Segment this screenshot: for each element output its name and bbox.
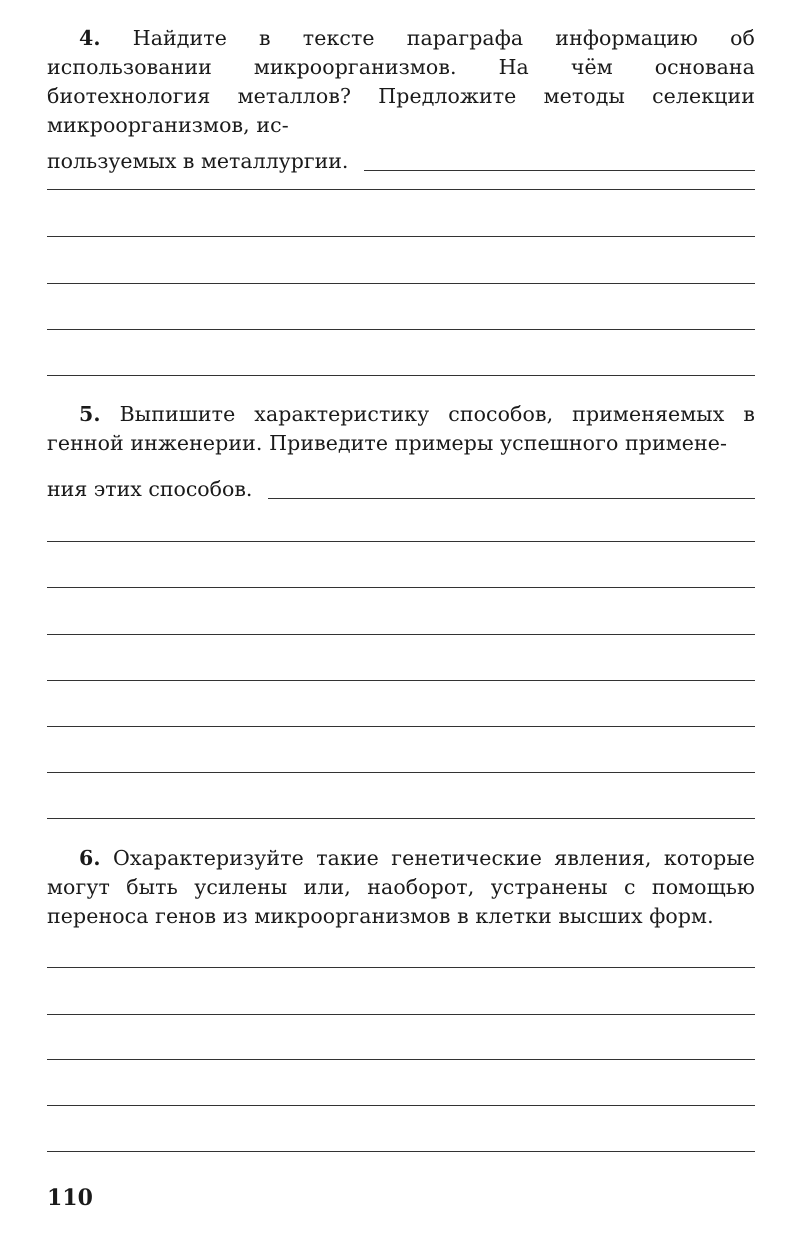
answer-line[interactable] [47, 236, 755, 237]
answer-line[interactable] [47, 1059, 755, 1060]
answer-line[interactable] [47, 541, 755, 542]
task-5 [47, 400, 755, 504]
page-number: 110 [47, 1185, 93, 1211]
answer-line[interactable] [364, 170, 755, 171]
answer-line[interactable] [47, 1014, 755, 1015]
answer-line[interactable] [47, 1105, 755, 1106]
answer-line[interactable] [47, 587, 755, 588]
task-5-text [47, 400, 755, 458]
task-5-last-text: ния этих способов. [47, 477, 253, 501]
task-6 [47, 844, 755, 931]
answer-line[interactable] [47, 1151, 755, 1152]
task-6-text [47, 844, 755, 931]
task-6-body: Охарактеризуйте такие генетические явления, которые могут быть усилены или, наоборот, устранены с помощью переноса генов из микроорганизмов в клетки высших форм. [47, 846, 755, 928]
task-4-number: 4. [79, 26, 101, 50]
answer-line[interactable] [268, 498, 755, 499]
answer-line[interactable] [47, 967, 755, 968]
task-4-last-text: пользуемых в металлургии. [47, 149, 349, 173]
task-4-body: Найдите в тексте параграфа информацию об использовании микроорганизмов. На чём основана биотехнология металлов? Предложите методы селекции микроорганизмов, ис- [47, 26, 755, 137]
task-4 [47, 24, 755, 176]
task-4-text [47, 24, 755, 140]
answer-line[interactable] [47, 634, 755, 635]
answer-line[interactable] [47, 329, 755, 330]
answer-line[interactable] [47, 818, 755, 819]
answer-line[interactable] [47, 189, 755, 190]
answer-line[interactable] [47, 680, 755, 681]
task-5-number: 5. [79, 402, 101, 426]
answer-line[interactable] [47, 283, 755, 284]
answer-line[interactable] [47, 375, 755, 376]
answer-line[interactable] [47, 726, 755, 727]
answer-line[interactable] [47, 772, 755, 773]
task-5-body: Выпишите характеристику способов, применяемых в генной инженерии. Приведите примеры успешного примене- [47, 402, 755, 455]
task-6-number: 6. [79, 846, 101, 870]
task-5-last-line [47, 475, 755, 504]
task-4-last-line [47, 147, 755, 176]
